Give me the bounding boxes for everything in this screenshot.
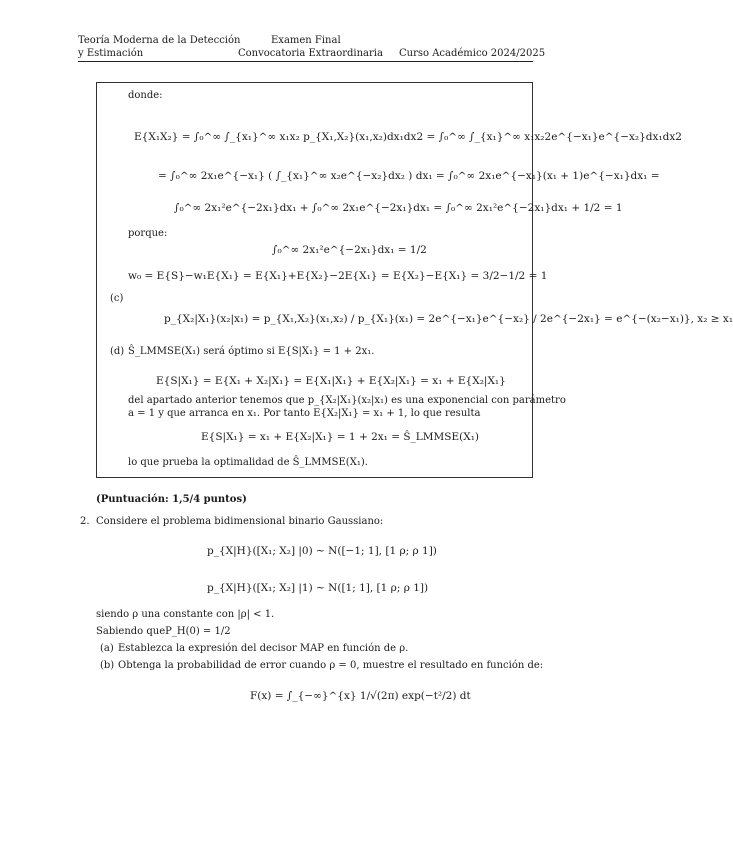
part-c-label: (c) xyxy=(110,293,124,304)
prior-statement: Sabiendo queP_H(0) = 1/2 xyxy=(96,626,231,637)
header-divider xyxy=(78,61,533,62)
equation-e-x1x2-step3: ∫₀^∞ 2x₁²e^{−2x₁}dx₁ + ∫₀^∞ 2x₁e^{−2x₁}dx₁ = ∫₀^∞ 2x₁²e^{−2x₁}dx₁ + 1/2 = 1 xyxy=(174,202,623,214)
question-b-text: Obtenga la probabilidad de error cuando ρ = 0, muestre el resultado en función de: xyxy=(118,660,544,671)
porque-label: porque: xyxy=(128,228,168,239)
header-left-line2: y Estimación xyxy=(78,48,144,59)
equation-e-x1x2-step2: = ∫₀^∞ 2x₁e^{−x₁} ( ∫_{x₁}^∞ x₂e^{−x₂}dx₂ ) dx₁ = ∫₀^∞ 2x₁e^{−x₁}(x₁ + 1)e^{−x₁}dx₁ = xyxy=(158,170,660,182)
equation-integral-half: ∫₀^∞ 2x₁²e^{−2x₁}dx₁ = 1/2 xyxy=(272,244,427,256)
conclusion-text: lo que prueba la optimalidad de Ŝ_LMMSE(X₁). xyxy=(128,457,368,468)
equation-likelihood-h1: p_{X|H}([X₁; X₂] |1) ∼ N([1; 1], [1 ρ; ρ 1]) xyxy=(207,582,429,594)
problem2-number: 2. xyxy=(80,516,90,527)
header-exam-info xyxy=(238,34,383,60)
header-left-line1: Teoría Moderna de la Detección xyxy=(78,35,241,46)
part-d-label: (d) xyxy=(110,346,125,357)
problem2-intro: Considere el problema bidimensional binario Gaussiano: xyxy=(96,516,384,527)
part-d-statement: Ŝ_LMMSE(X₁) será óptimo si E{S|X₁} = 1 + 2x₁. xyxy=(128,346,375,357)
header-course-title xyxy=(78,34,240,60)
question-b-label: (b) xyxy=(100,660,115,671)
donde-label: donde: xyxy=(128,90,163,101)
equation-lmmse-optimal: E{S|X₁} = x₁ + E{X₂|X₁} = 1 + 2x₁ = Ŝ_LMMSE(X₁) xyxy=(201,431,480,443)
equation-e-s-given-x1: E{S|X₁} = E{X₁ + X₂|X₁} = E{X₁|X₁} + E{X₂|X₁} = x₁ + E{X₂|X₁} xyxy=(156,375,506,387)
equation-conditional-pdf: p_{X₂|X₁}(x₂|x₁) = p_{X₁,X₂}(x₁,x₂) / p_{X₁}(x₁) = 2e^{−x₁}e^{−x₂} / 2e^{−2x₁} = e^{−(x₂−x₁)}, x₂ ≥ x₁ xyxy=(164,313,733,325)
score-label: (Puntuación: 1,5/4 puntos) xyxy=(96,494,247,505)
rho-condition: siendo ρ una constante con |ρ| < 1. xyxy=(96,609,275,620)
equation-e-x1x2: E{X₁X₂} = ∫₀^∞ ∫_{x₁}^∞ x₁x₂ p_{X₁,X₂}(x₁,x₂)dx₁dx2 = ∫₀^∞ ∫_{x₁}^∞ x₁x₂2e^{−x₁}e^{−x₂}dx₁dx2 xyxy=(134,131,682,143)
header-center-line2: Convocatoria Extraordinaria xyxy=(238,48,383,59)
part-d-paragraph-line1: del apartado anterior tenemos que p_{X₂|X₁}(x₂|x₁) es una exponencial con parámetro xyxy=(128,395,566,406)
part-d-paragraph-line2: a = 1 y que arranca en x₁. Por tanto E{X₂|X₁} = x₁ + 1, lo que resulta xyxy=(128,408,481,419)
header-center-line1: Examen Final xyxy=(271,35,341,46)
header-academic-year: Curso Académico 2024/2025 xyxy=(399,48,546,59)
equation-gaussian-cdf: F(x) = ∫_{−∞}^{x} 1/√(2π) exp(−t²/2) dt xyxy=(250,690,471,702)
question-a-text: Establezca la expresión del decisor MAP en función de ρ. xyxy=(118,643,409,654)
question-a-label: (a) xyxy=(100,643,114,654)
equation-likelihood-h0: p_{X|H}([X₁; X₂] |0) ∼ N([−1; 1], [1 ρ; ρ 1]) xyxy=(207,545,437,557)
equation-w0: w₀ = E{S}−w₁E{X₁} = E{X₁}+E{X₂}−2E{X₁} = E{X₂}−E{X₁} = 3/2−1/2 = 1 xyxy=(128,270,548,282)
